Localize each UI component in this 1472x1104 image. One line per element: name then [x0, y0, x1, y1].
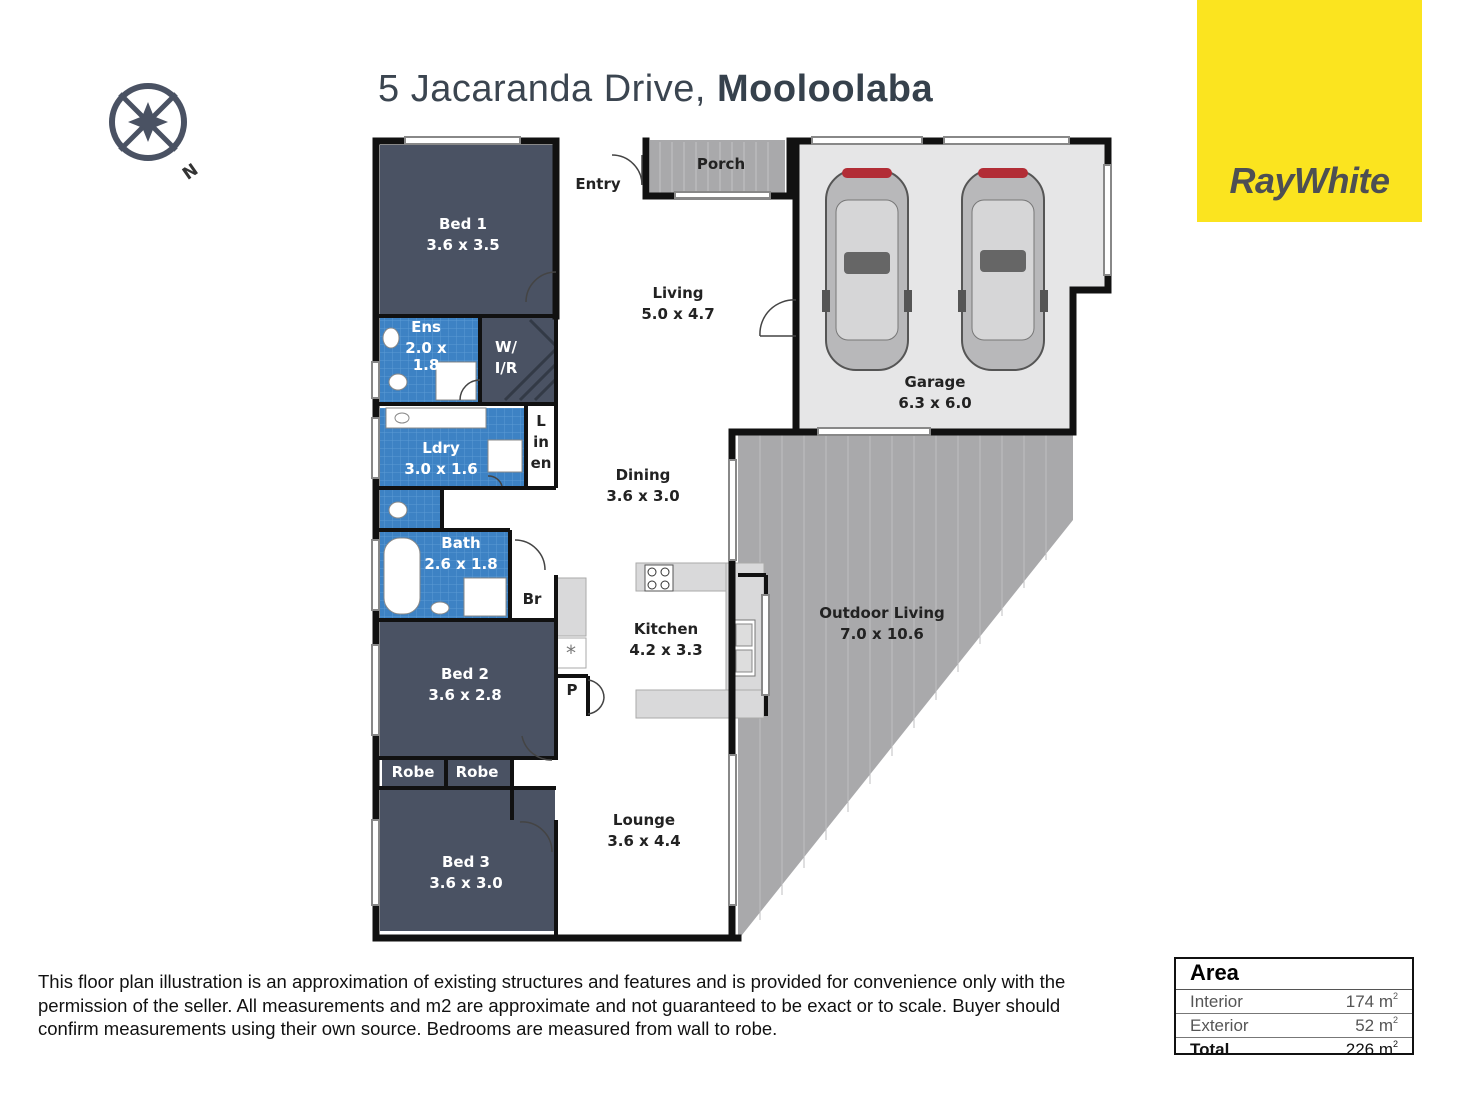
- room-outdoor-living: Outdoor Living 7.0 x 10.6: [819, 604, 945, 643]
- room-walk-in-robe: W/ I/R: [494, 338, 518, 377]
- room-robe-1: Robe: [391, 763, 435, 781]
- room-entry: Entry: [575, 175, 621, 193]
- area-row-total: Total 226 $m^2$: [1190, 1039, 1398, 1059]
- room-porch: Porch: [696, 155, 746, 173]
- svg-text:*: *: [566, 641, 576, 665]
- room-bath: Bath 2.6 x 1.8: [424, 534, 498, 573]
- room-ensuite: Ens 2.0 x 1.8: [405, 318, 447, 374]
- area-table: [1174, 957, 1414, 1059]
- car-icon: [958, 168, 1048, 370]
- room-dining: Dining 3.6 x 3.0: [606, 466, 680, 505]
- logo-text: RayWhite: [1229, 160, 1390, 201]
- room-pantry: P: [566, 681, 578, 699]
- kitchen-bench-bottom: [636, 690, 764, 718]
- room-kitchen: Kitchen 4.2 x 3.3: [629, 620, 703, 659]
- room-laundry: Ldry 3.0 x 1.6: [404, 439, 478, 478]
- title-street: 5 Jacaranda Drive,: [378, 68, 706, 110]
- disclaimer-text: This floor plan illustration is an approximation of existing structures and features and is provided for convenience only with the permission of the seller. All measurements and m2 are approximate and not guaranteed to be exact or to scale. Buyer should confirm measurements using their own source. Bedrooms are measured from wall to robe.: [38, 971, 1066, 1039]
- room-lounge: Lounge 3.6 x 4.4: [607, 811, 681, 850]
- room-bed2: Bed 2 3.6 x 2.8: [428, 665, 502, 704]
- outdoor-deck: [738, 432, 1073, 940]
- car-icon: [822, 168, 912, 370]
- room-bed1: Bed 1 3.6 x 3.5: [426, 215, 500, 254]
- area-title: Area: [1176, 959, 1412, 990]
- room-linen: L in en: [530, 412, 552, 472]
- room-garage: Garage 6.3 x 6.0: [898, 373, 972, 412]
- area-row-exterior: Exterior 52 $m^2$: [1176, 1014, 1412, 1038]
- compass-north-label: N: [178, 159, 203, 185]
- title-suburb: Mooloolaba: [717, 68, 934, 110]
- room-bathroom-cupboard: Br: [522, 590, 542, 608]
- area-row-interior: Interior 174 $m^2$: [1176, 990, 1412, 1014]
- room-robe-2: Robe: [455, 763, 499, 781]
- room-bed3: Bed 3 3.6 x 3.0: [429, 853, 503, 892]
- room-living: Living 5.0 x 4.7: [641, 284, 715, 323]
